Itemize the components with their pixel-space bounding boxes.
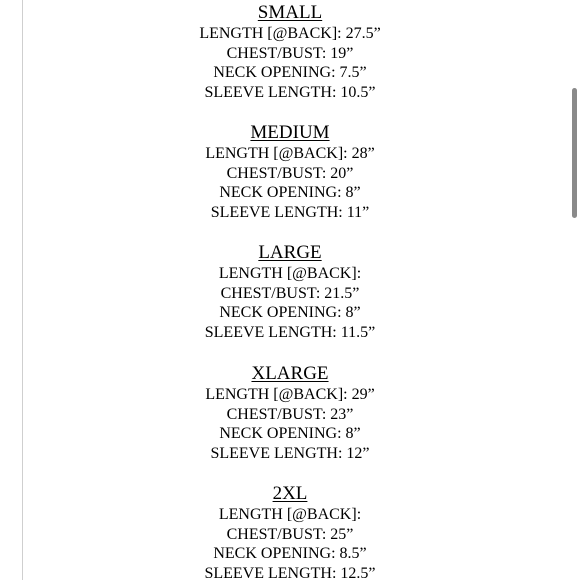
chest-bust: CHEST/BUST: 23” — [226, 405, 354, 423]
size-section-small — [0, 2, 580, 103]
size-section-2xl — [0, 483, 580, 580]
length-at-back: LENGTH [@BACK]: — [218, 265, 362, 282]
size-heading-small: SMALL — [257, 2, 323, 23]
sleeve-length: SLEEVE LENGTH: 12.5” — [204, 565, 376, 580]
neck-opening: NECK OPENING: 7.5” — [213, 64, 367, 82]
vertical-scrollbar[interactable] — [567, 0, 580, 580]
chest-bust: CHEST/BUST: 21.5” — [220, 284, 360, 302]
neck-opening: NECK OPENING: 8” — [219, 184, 361, 202]
size-heading-medium: MEDIUM — [250, 122, 330, 143]
size-section-medium — [0, 122, 580, 223]
size-heading-xlarge: XLARGE — [251, 363, 329, 384]
size-section-large — [0, 242, 580, 343]
length-at-back: LENGTH [@BACK]: — [218, 506, 362, 523]
chest-bust: CHEST/BUST: 20” — [226, 164, 354, 182]
length-at-back: LENGTH [@BACK]: 28” — [205, 145, 375, 162]
size-heading-large: LARGE — [258, 242, 322, 263]
length-at-back: LENGTH [@BACK]: 27.5” — [199, 25, 381, 42]
neck-opening: NECK OPENING: 8.5” — [213, 545, 367, 563]
sleeve-length: SLEEVE LENGTH: 11.5” — [204, 324, 376, 342]
sleeve-length: SLEEVE LENGTH: 10.5” — [204, 84, 376, 102]
neck-opening: NECK OPENING: 8” — [219, 304, 361, 322]
chest-bust: CHEST/BUST: 19” — [226, 44, 354, 62]
scrollbar-thumb[interactable] — [572, 88, 577, 218]
size-section-xlarge — [0, 363, 580, 464]
length-at-back: LENGTH [@BACK]: 29” — [205, 386, 375, 403]
sleeve-length: SLEEVE LENGTH: 12” — [210, 445, 370, 463]
neck-opening: NECK OPENING: 8” — [219, 425, 361, 443]
size-heading-2xl: 2XL — [272, 483, 308, 504]
sleeve-length: SLEEVE LENGTH: 11” — [210, 204, 370, 222]
chest-bust: CHEST/BUST: 25” — [226, 525, 354, 543]
